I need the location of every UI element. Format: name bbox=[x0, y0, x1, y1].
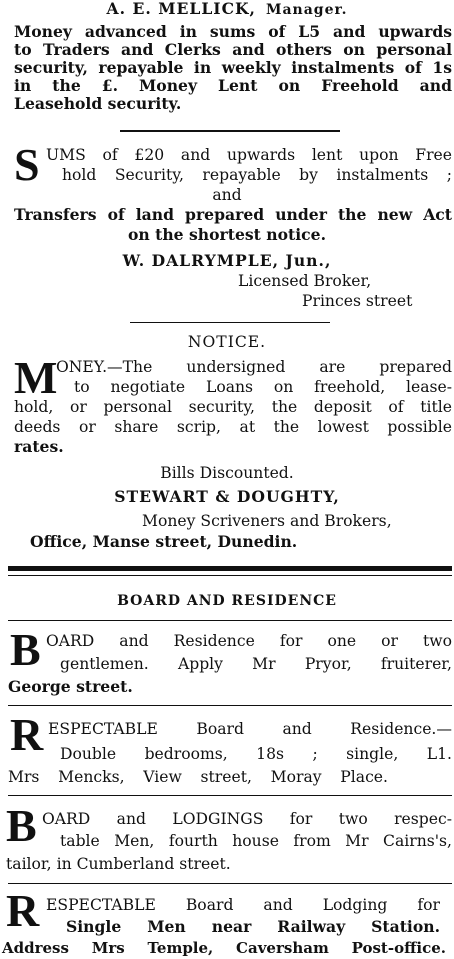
notice-heading: NOTICE. bbox=[187, 333, 267, 351]
stewart-trade: Money Scriveners and Brokers, bbox=[142, 512, 392, 530]
dalrymple-line-5: on the shortest notice. bbox=[127, 225, 327, 244]
divider bbox=[130, 322, 330, 323]
pryor-line-1: OARD and Residence for one or two bbox=[46, 632, 452, 650]
stewart-line-5: rates. bbox=[14, 437, 64, 456]
divider bbox=[8, 705, 452, 706]
pryor-line-2: gentlemen. Apply Mr Pryor, fruiterer, bbox=[60, 655, 452, 673]
dalrymple-line-1: UMS of £20 and upwards lent upon Free bbox=[46, 146, 452, 164]
cairns-drop-cap: B bbox=[6, 800, 37, 851]
mencks-drop-cap: R bbox=[10, 709, 44, 760]
dalrymple-line-3: and bbox=[212, 186, 242, 204]
mellick-line-2: to Traders and Clerks and others on personal bbox=[14, 40, 452, 59]
mencks-line-1: ESPECTABLE Board and Residence.— bbox=[48, 720, 452, 738]
stewart-drop-cap: M bbox=[14, 352, 58, 403]
pryor-line-3: George street. bbox=[8, 677, 133, 696]
dalrymple-line-2: hold Security, repayable by instalments ; bbox=[62, 166, 452, 184]
dalrymple-drop-cap: S bbox=[14, 139, 40, 190]
stewart-bills: Bills Discounted. bbox=[160, 464, 294, 482]
mencks-line-3: Mrs Mencks, View street, Moray Place. bbox=[8, 768, 388, 786]
divider bbox=[8, 620, 452, 621]
temple-line-1: ESPECTABLE Board and Lodging for bbox=[46, 896, 440, 914]
cairns-line-2: table Men, fourth house from Mr Cairns's, bbox=[60, 832, 452, 850]
section-heading: BOARD AND RESIDENCE bbox=[117, 593, 337, 609]
mellick-line-4: in the £. Money Lent on Freehold and bbox=[14, 76, 452, 95]
stewart-office: Office, Manse street, Dunedin. bbox=[30, 532, 298, 551]
temple-drop-cap: R bbox=[6, 885, 40, 936]
dalrymple-line-4: Transfers of land prepared under the new Act bbox=[14, 205, 452, 224]
cairns-line-3: tailor, in Cumberland street. bbox=[6, 855, 231, 873]
divider bbox=[120, 130, 340, 132]
divider bbox=[8, 795, 452, 796]
mellick-line-5: Leasehold security. bbox=[14, 94, 182, 113]
pryor-drop-cap: B bbox=[10, 624, 41, 675]
section-rule-thick bbox=[8, 566, 452, 571]
stewart-line-1: ONEY.—The undersigned are prepared bbox=[56, 358, 452, 376]
stewart-line-2: to negotiate Loans on freehold, lease- bbox=[74, 378, 452, 396]
dalrymple-address: Princes street bbox=[302, 292, 413, 310]
mellick-line-3: security, repayable in weekly instalments of 1s bbox=[14, 58, 452, 77]
mellick-heading: A. E. MELLICK, Manager. bbox=[106, 0, 348, 18]
dalrymple-title: Licensed Broker, bbox=[238, 272, 372, 290]
divider bbox=[8, 883, 452, 884]
stewart-line-3: hold, or personal security, the deposit of title bbox=[14, 398, 452, 416]
temple-line-3: Address Mrs Temple, Caversham Post-office. bbox=[2, 939, 446, 957]
temple-line-2: Single Men near Railway Station. bbox=[66, 917, 440, 936]
mencks-line-2: Double bedrooms, 18s ; single, L1. bbox=[60, 745, 452, 763]
stewart-firm: STEWART & DOUGHTY, bbox=[114, 487, 340, 506]
stewart-line-4: deeds or share scrip, at the lowest possible bbox=[14, 418, 452, 436]
dalrymple-name: W. DALRYMPLE, Jun., bbox=[122, 251, 332, 270]
mellick-line-1: Money advanced in sums of L5 and upwards bbox=[14, 22, 452, 41]
cairns-line-1: OARD and LODGINGS for two respec- bbox=[42, 810, 452, 828]
section-rule-thin bbox=[8, 575, 452, 576]
